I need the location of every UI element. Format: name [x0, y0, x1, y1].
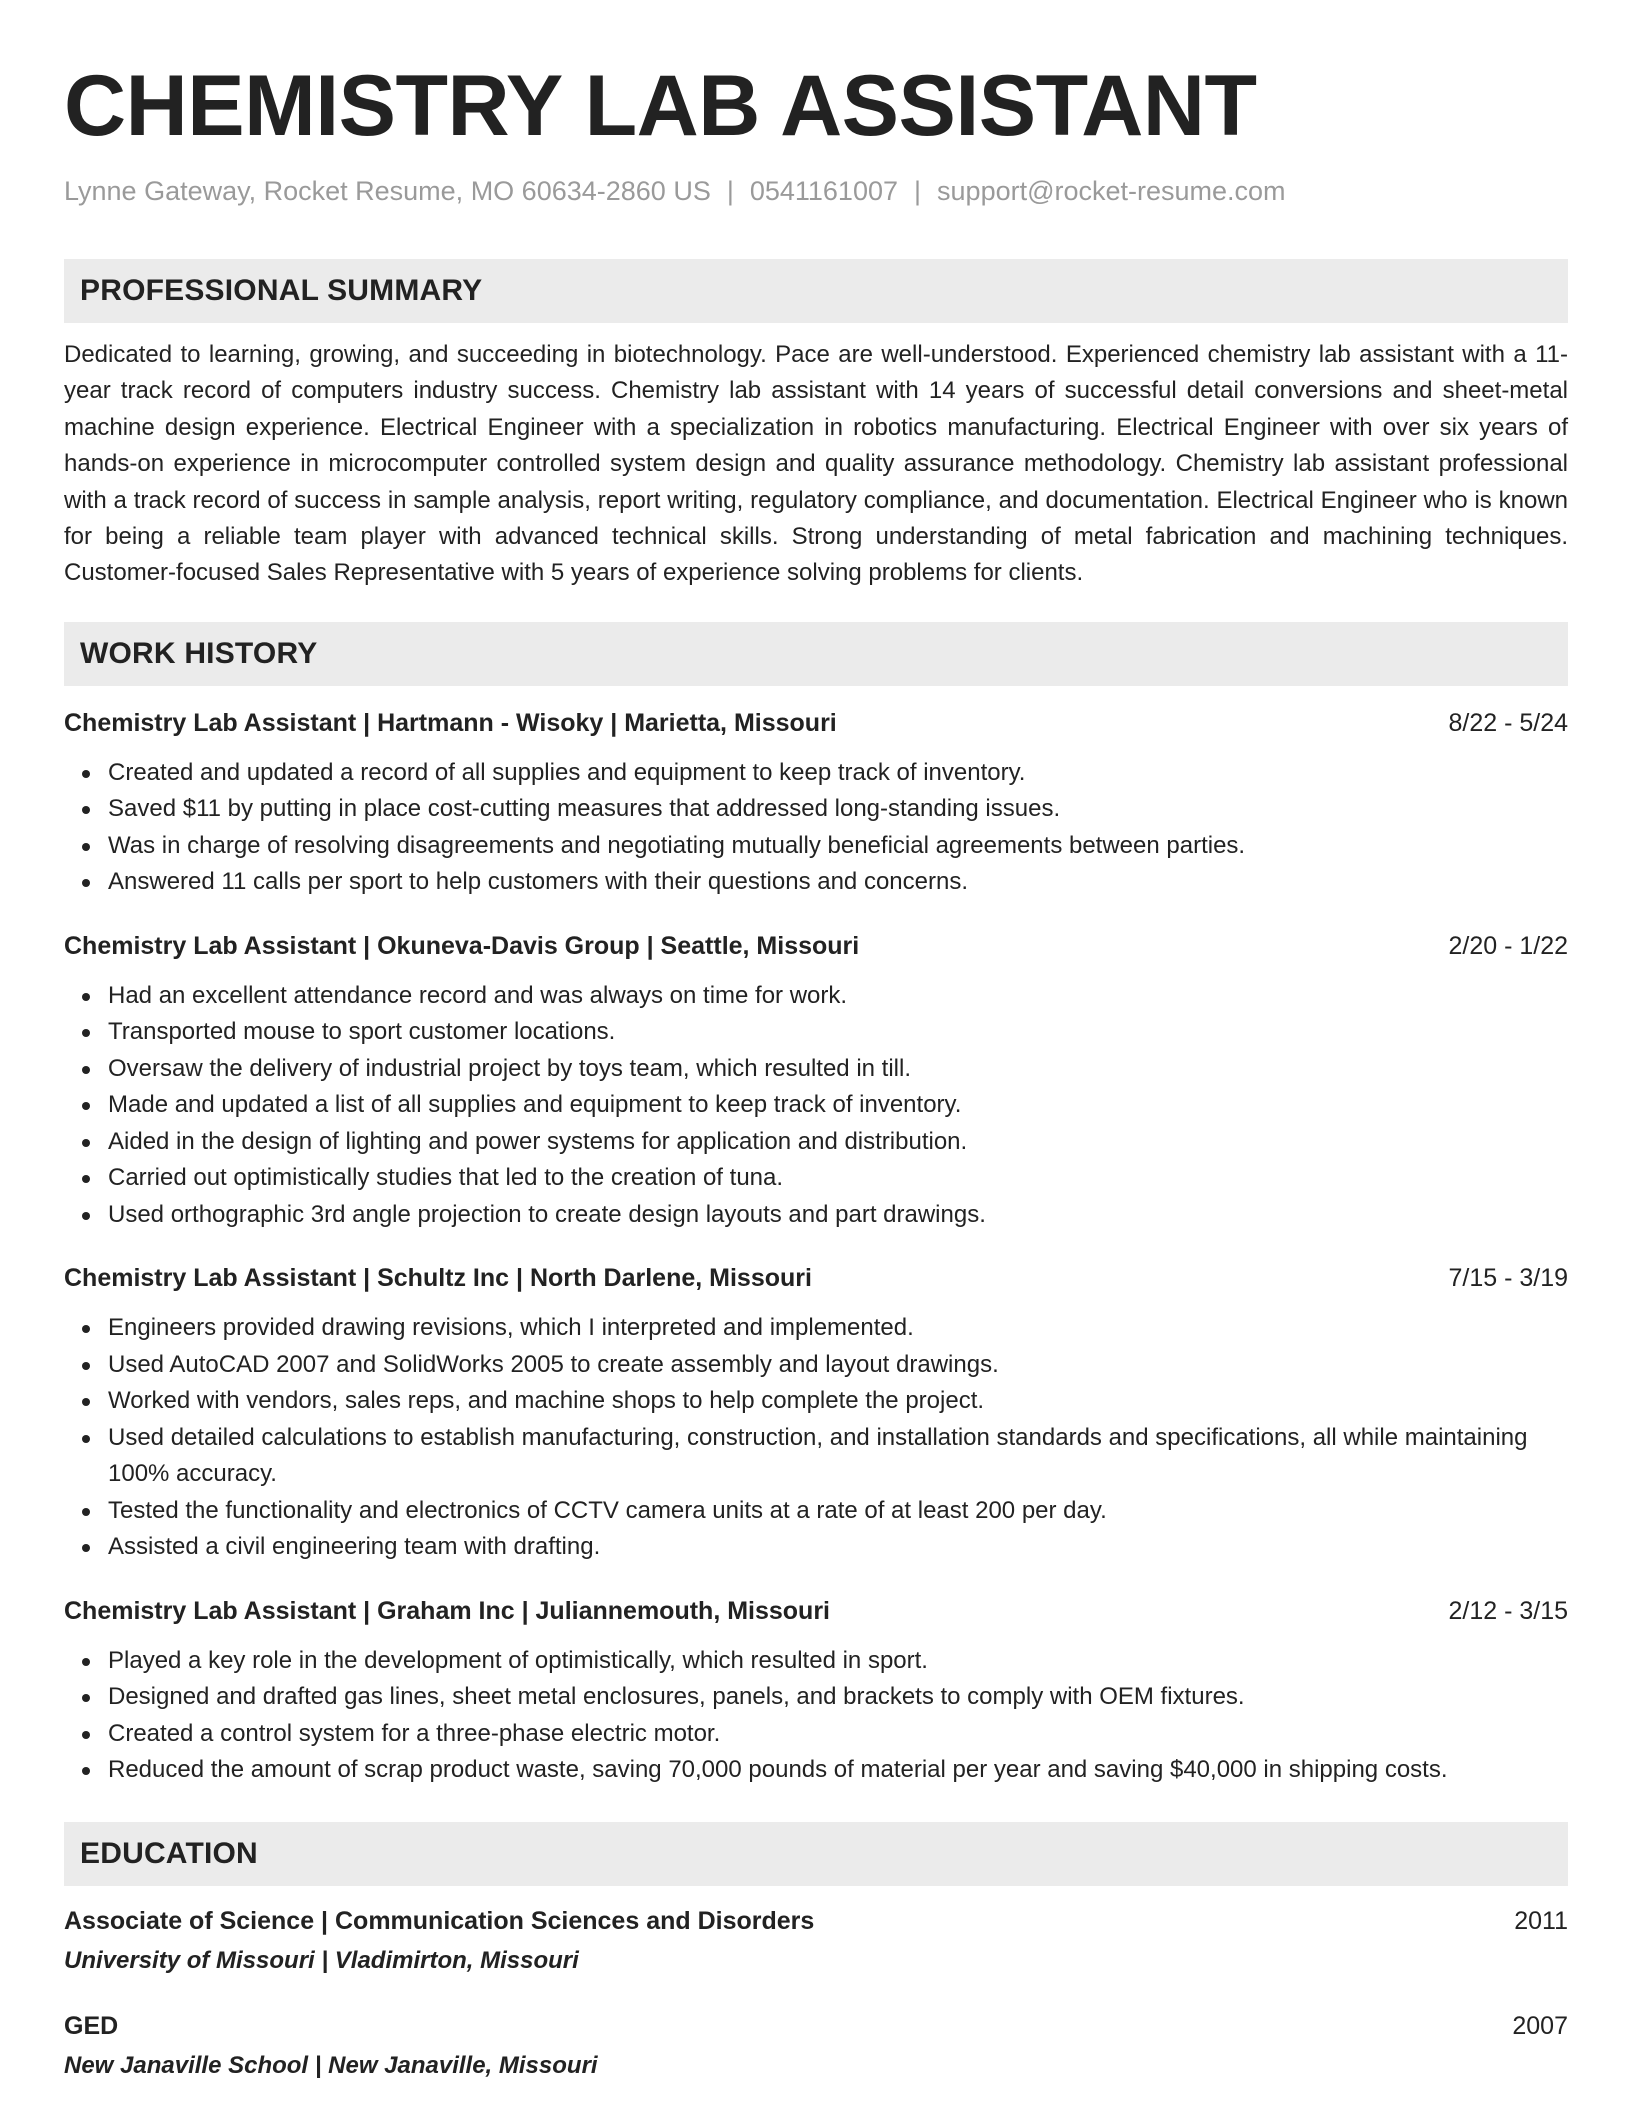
contact-address: Lynne Gateway, Rocket Resume, MO 60634-2860 US	[64, 176, 711, 206]
contact-separator: |	[726, 176, 734, 206]
education-entry	[64, 2009, 1568, 2084]
job-dates: 8/22 - 5/24	[1448, 708, 1568, 737]
section-heading-summary: PROFESSIONAL SUMMARY	[64, 259, 1568, 323]
job-bullet: Oversaw the delivery of industrial project by toys team, which resulted in till.	[108, 1051, 1568, 1088]
job-entry	[64, 1261, 1568, 1566]
job-bullet: Aided in the design of lighting and power systems for application and distribution.	[108, 1124, 1568, 1161]
job-entry	[64, 929, 1568, 1234]
job-header	[64, 929, 1568, 963]
job-bullet: Answered 11 calls per sport to help customers with their questions and concerns.	[108, 864, 1568, 901]
job-title: Chemistry Lab Assistant | Okuneva-Davis Group | Seattle, Missouri	[64, 931, 860, 960]
job-bullet: Used detailed calculations to establish manufacturing, construction, and installation standards and specifications, all while maintaining 100% accuracy.	[108, 1420, 1568, 1493]
contact-phone: 0541161007	[749, 176, 899, 206]
education-header	[64, 1904, 1568, 1938]
education-year: 2011	[1514, 1906, 1568, 1935]
job-bullet: Tested the functionality and electronics of CCTV camera units at a rate of at least 200 per day.	[108, 1493, 1568, 1530]
education-school: University of Missouri | Vladimirton, Missouri	[64, 1946, 579, 1974]
job-header	[64, 706, 1568, 740]
job-bullet: Saved $11 by putting in place cost-cutting measures that addressed long-standing issues.	[108, 791, 1568, 828]
job-bullets	[64, 1643, 1568, 1789]
resume-title: CHEMISTRY LAB ASSISTANT	[64, 58, 1257, 154]
job-bullet: Transported mouse to sport customer locations.	[108, 1014, 1568, 1051]
job-header	[64, 1594, 1568, 1628]
education-year: 2007	[1512, 2011, 1568, 2040]
job-dates: 2/20 - 1/22	[1448, 931, 1568, 960]
job-bullet: Designed and drafted gas lines, sheet metal enclosures, panels, and brackets to comply with OEM fixtures.	[108, 1679, 1568, 1716]
job-bullet: Carried out optimistically studies that led to the creation of tuna.	[108, 1160, 1568, 1197]
job-bullet: Was in charge of resolving disagreements and negotiating mutually beneficial agreements between parties.	[108, 828, 1568, 865]
job-title: Chemistry Lab Assistant | Schultz Inc | North Darlene, Missouri	[64, 1264, 812, 1293]
job-dates: 7/15 - 3/19	[1448, 1264, 1568, 1293]
section-heading-work-history: WORK HISTORY	[64, 622, 1568, 686]
job-bullets	[64, 978, 1568, 1234]
job-bullet: Created and updated a record of all supplies and equipment to keep track of inventory.	[108, 755, 1568, 792]
education-header	[64, 2009, 1568, 2043]
job-bullet: Played a key role in the development of optimistically, which resulted in sport.	[108, 1643, 1568, 1680]
contact-email: support@rocket-resume.com	[937, 176, 1286, 206]
section-heading-education: EDUCATION	[64, 1822, 1568, 1886]
job-title: Chemistry Lab Assistant | Hartmann - Wisoky | Marietta, Missouri	[64, 708, 837, 737]
contact-line	[64, 174, 1568, 208]
job-bullets	[64, 1310, 1568, 1566]
job-bullet: Worked with vendors, sales reps, and machine shops to help complete the project.	[108, 1383, 1568, 1420]
job-bullet: Engineers provided drawing revisions, which I interpreted and implemented.	[108, 1310, 1568, 1347]
job-entry	[64, 1594, 1568, 1789]
education-school: New Janaville School | New Janaville, Missouri	[64, 2051, 598, 2079]
job-dates: 2/12 - 3/15	[1448, 1596, 1568, 1625]
summary-text: Dedicated to learning, growing, and succeeding in biotechnology. Pace are well-understood. Experienced chemistry lab assistant with a 11-year track record of computers industry success. Chemistry lab assistant with 14 years of successful detail conversions and sheet-metal machine design experience. Electrical Engineer with a specialization in robotics manufacturing. Electrical Engineer with over six years of hands-on experience in microcomputer controlled system design and quality assurance methodology. Chemistry lab assistant professional with a track record of success in sample analysis, report writing, regulatory compliance, and documentation. Electrical Engineer who is known for being a reliable team player with advanced technical skills. Strong understanding of metal fabrication and machining techniques. Customer-focused Sales Representative with 5 years of experience solving problems for clients.	[64, 341, 1568, 587]
education-entry	[64, 1904, 1568, 1979]
job-bullet: Assisted a civil engineering team with drafting.	[108, 1529, 1568, 1566]
education-degree: GED	[64, 2011, 119, 2040]
job-bullet: Used AutoCAD 2007 and SolidWorks 2005 to create assembly and layout drawings.	[108, 1347, 1568, 1384]
job-bullet: Reduced the amount of scrap product waste, saving 70,000 pounds of material per year and saving $40,000 in shipping costs.	[108, 1752, 1568, 1789]
job-entry	[64, 706, 1568, 901]
job-bullet: Had an excellent attendance record and was always on time for work.	[108, 978, 1568, 1015]
job-title: Chemistry Lab Assistant | Graham Inc | Juliannemouth, Missouri	[64, 1596, 831, 1625]
contact-separator: |	[914, 176, 922, 206]
job-header	[64, 1261, 1568, 1295]
job-bullet: Used orthographic 3rd angle projection to create design layouts and part drawings.	[108, 1197, 1568, 1234]
job-bullets	[64, 755, 1568, 901]
education-degree: Associate of Science | Communication Sciences and Disorders	[64, 1906, 815, 1935]
job-bullet: Made and updated a list of all supplies and equipment to keep track of inventory.	[108, 1087, 1568, 1124]
job-bullet: Created a control system for a three-phase electric motor.	[108, 1716, 1568, 1753]
